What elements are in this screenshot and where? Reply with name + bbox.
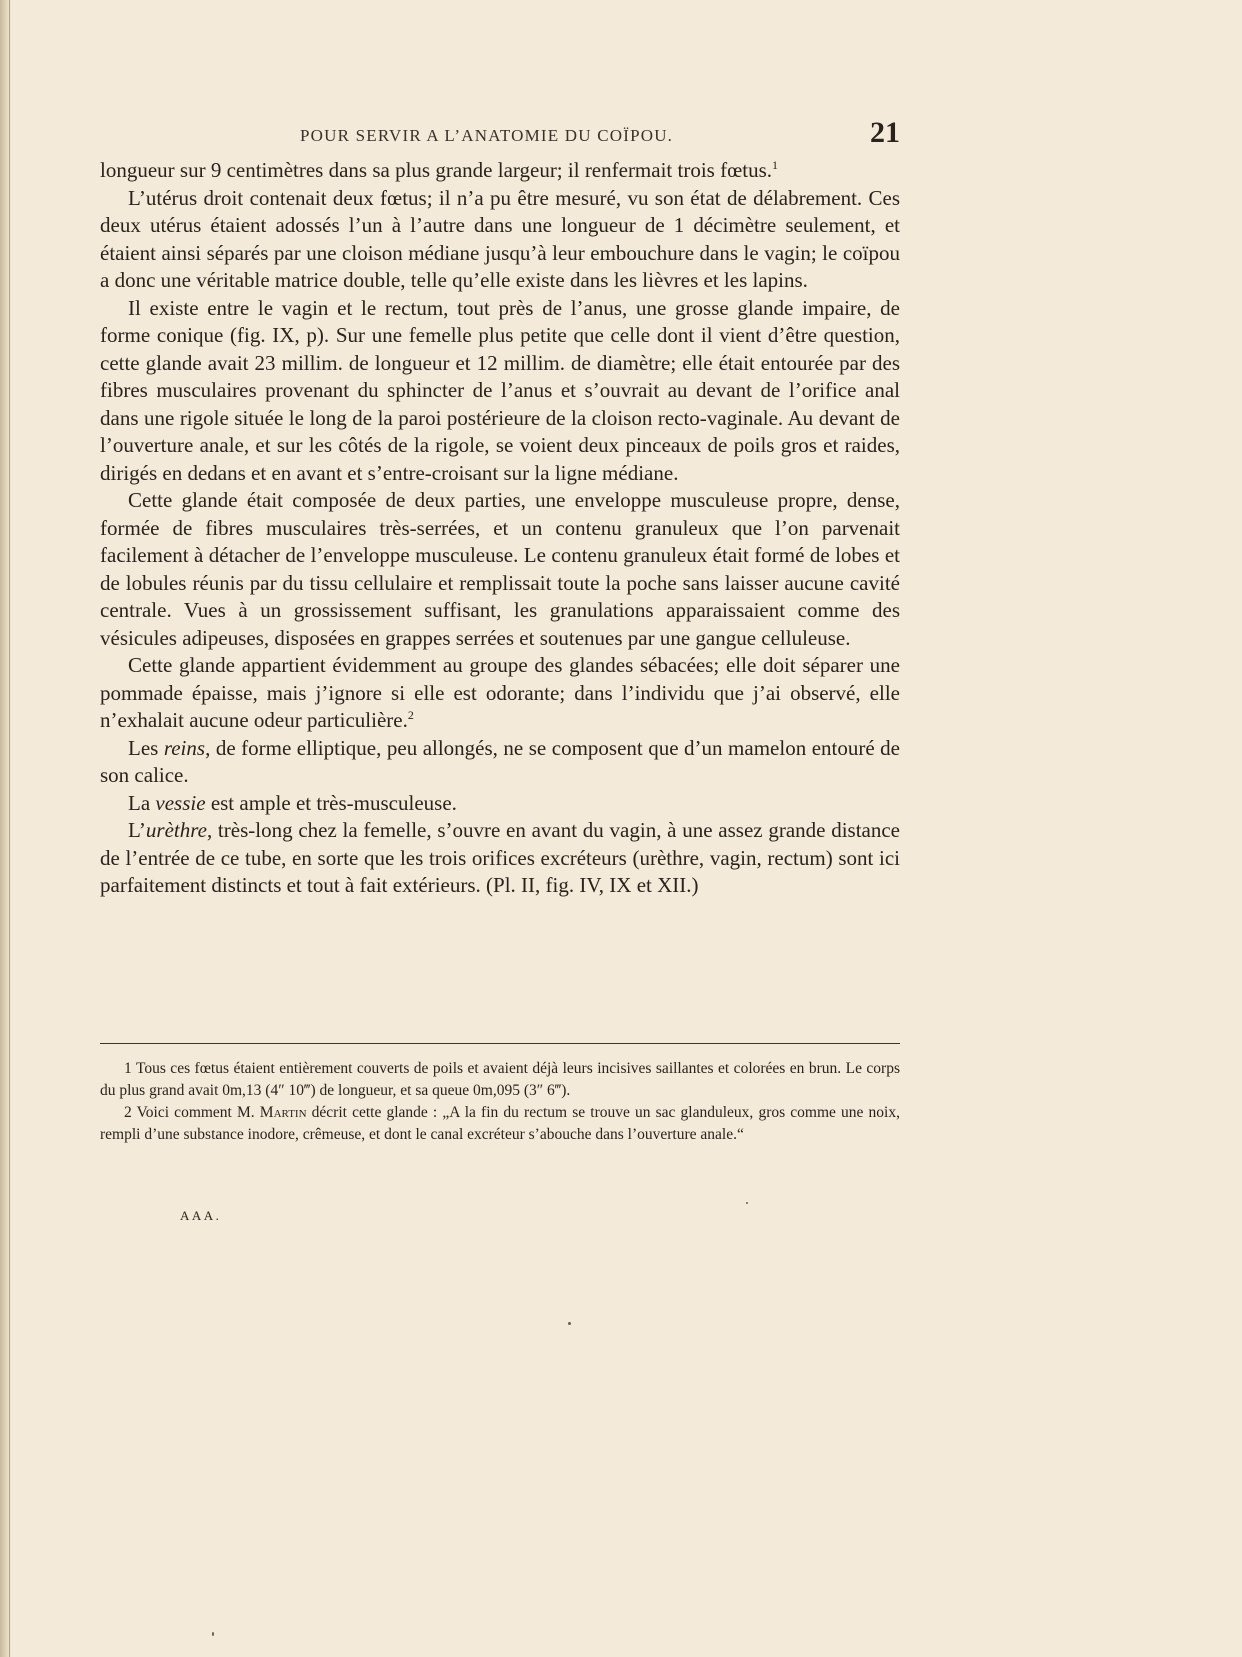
paragraph-2: L’utérus droit contenait deux fœtus; il n’a pu être mesuré, vu son état de délabrement. Ces deux utérus étaient adossés l’un à l’autre dans une longueur de 1 décimètre seulement, et étaient ainsi séparés par une cloison médiane jusqu’à leur embouchure dans le vagin; le coïpou a donc une véritable matrice double, telle qu’elle existe dans les lièvres et les lapins.	[100, 185, 900, 292]
paragraph-7	[100, 790, 900, 818]
term-reins: reins	[163, 735, 206, 760]
paragraph-1	[100, 157, 900, 185]
footnote-2	[100, 1102, 900, 1146]
footnote-2-author: Martin	[259, 1104, 307, 1121]
page-binding-line	[9, 0, 10, 1657]
term-urethre: urèthre	[145, 818, 207, 842]
paragraph-7-lead: La	[128, 790, 151, 815]
paragraph-6-lead: Les	[128, 735, 159, 760]
footnote-rule	[100, 1043, 900, 1044]
footnote-1-number: 1	[124, 1060, 132, 1077]
paragraph-7-text: est ample et très-musculeuse.	[210, 790, 457, 815]
paragraph-8	[100, 817, 900, 900]
footnote-ref-1: 1	[772, 158, 779, 172]
paragraph-5	[100, 652, 900, 735]
paragraph-8-lead: L’	[128, 818, 146, 842]
footnotes	[100, 1058, 900, 1146]
footnote-2-text-before: Voici comment M.	[136, 1104, 255, 1121]
body-text	[100, 157, 900, 900]
paragraph-8-text: , très-long chez la femelle, s’ouvre en avant du vagin, à une assez grande distance de l’entrée de ce tube, en sorte que les trois orifices excréteurs (urèthre, vagin, rectum) sont ici parfaitement distincts et tout à fait extérieurs. (Pl. II, fig. IV, IX et XII.)	[100, 818, 900, 897]
page-header	[100, 118, 900, 152]
footnote-1-text: Tous ces fœtus étaient entièrement couverts de poils et avaient déjà leurs incisives saillantes et colorées en brun. Le corps du plus grand avait 0m,13 (4″ 10‴) de longueur, et sa queue 0m,095 (3″ 6‴).	[100, 1060, 900, 1099]
term-vessie: vessie	[155, 790, 206, 815]
footnote-2-text-after: décrit cette glande : „A la fin du rectum se trouve un sac glanduleux, gros comme une noix, rempli d’une substance inodore, crêmeuse, et dont le canal excréteur s’abouche dans l’ouverture anale.“	[100, 1104, 900, 1143]
paragraph-5-text: Cette glande appartient évidemment au groupe des glandes sébacées; elle doit séparer une pommade épaisse, mais j’ignore si elle est odorante; dans l’individu que j’ai observé, elle n’exhalait aucune odeur particulière.	[100, 653, 900, 732]
running-title: POUR SERVIR A L’ANATOMIE DU COÏPOU.	[300, 126, 674, 145]
page-binding-edge	[0, 0, 12, 1657]
paper-speck	[568, 1322, 571, 1325]
footnote-2-number: 2	[124, 1104, 132, 1121]
paragraph-4: Cette glande était composée de deux parties, une enveloppe musculeuse propre, dense, formée de fibres musculaires très-serrées, et un contenu granuleux que l’on parvenait facilement à détacher de l’enveloppe musculeuse. Le contenu granuleux était formé de lobes et de lobules réunis par du tissu cellulaire et remplissait toute la poche sans laisser aucune cavité centrale. Vues à un grossissement suffisant, les granulations apparaissaient comme des vésicules adipeuses, disposées en grappes serrées et soutenues par une gangue celluleuse.	[100, 488, 900, 650]
paragraph-6	[100, 735, 900, 790]
paragraph-1-text: longueur sur 9 centimètres dans sa plus grande largeur; il renfermait trois fœtus.	[100, 158, 773, 182]
paragraph-3: Il existe entre le vagin et le rectum, tout près de l’anus, une grosse glande impaire, de forme conique (fig. IX, p). Sur une femelle plus petite que celle dont il vient d’être question, cette glande avait 23 millim. de longueur et 12 millim. de diamètre; elle était entourée par des fibres musculaires provenant du sphincter de l’anus et s’ouvrait au devant de l’orifice anal dans une rigole située le long de la paroi postérieure de la cloison recto-vaginale. Au devant de l’ouverture anale, et sur les côtés de la rigole, se voient deux pinceaux de poils gros et raides, dirigés en dedans et en avant et s’entre-croisant sur la ligne médiane.	[100, 295, 900, 485]
footnote-ref-2: 2	[407, 708, 414, 722]
paper-speck	[746, 1202, 748, 1204]
signature-mark: AAA.	[180, 1208, 222, 1223]
page-number: 21	[870, 116, 900, 149]
paragraph-6-text: , de forme elliptique, peu allongés, ne se composent que d’un mamelon entouré de son calice.	[100, 735, 900, 787]
paper-speck	[212, 1632, 214, 1636]
footnote-1	[100, 1058, 900, 1102]
